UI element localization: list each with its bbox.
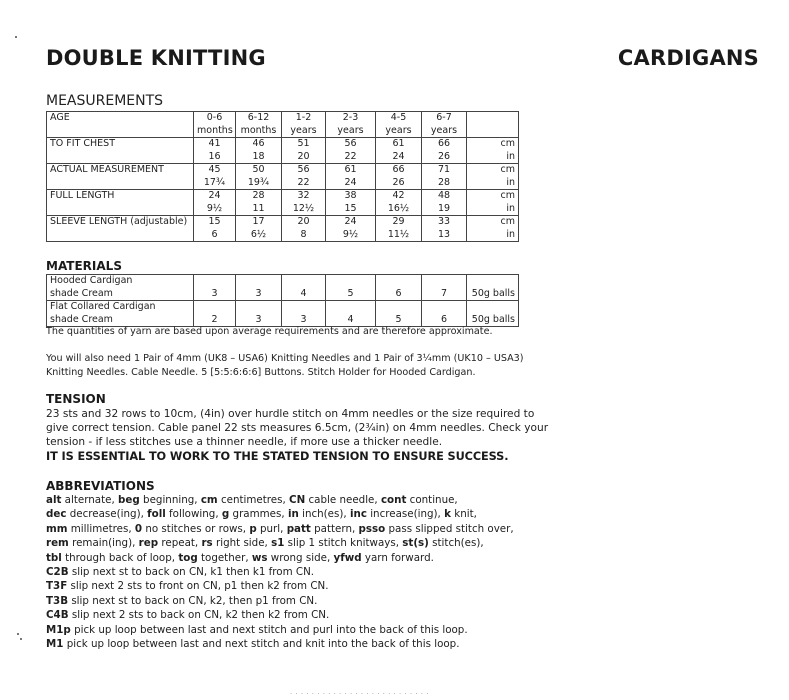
cell: 28 11 (236, 190, 282, 216)
abbreviation-definition: slip next 2 sts to front on CN, p1 then k2 from CN. (67, 580, 329, 593)
abbreviation-definition: slip 1 stitch knitways, (284, 537, 403, 550)
abbreviation-term: mm (46, 522, 68, 535)
cell: 42 16½ (376, 190, 422, 216)
abbreviation-definition: together, (197, 551, 252, 564)
cell: 3 (236, 301, 282, 327)
cell: 17 6½ (236, 216, 282, 242)
abbreviation-definition: centimetres, (217, 494, 290, 506)
abbreviation-line (46, 536, 514, 550)
abbreviation-term: rem (46, 537, 69, 550)
abbreviation-term: psso (358, 522, 386, 535)
abbreviation-definition: no stitches or rows, (142, 522, 250, 535)
abbreviation-term: g (221, 508, 230, 521)
cell: 6 (422, 301, 467, 327)
abbreviation-line (46, 565, 514, 579)
abbreviation-definition: increase(ing), (366, 508, 445, 521)
cell: 46 18 (236, 138, 282, 164)
unit-col (467, 112, 519, 138)
cell: 5 (326, 275, 376, 301)
abbreviation-definition: grammes, (229, 508, 288, 521)
abbreviation-term: M1 (46, 638, 64, 651)
abbreviation-term: alt (46, 494, 62, 506)
abbreviation-definition: alternate, (61, 494, 119, 506)
abbreviation-term: rep (138, 537, 159, 550)
table-row (47, 275, 519, 301)
yarn-label: Flat Collared Cardigan shade Cream (47, 301, 194, 327)
abbreviation-definition: slip next 2 sts to back on CN, k2 then k2 from CN. (68, 609, 330, 622)
age-col: 0-6 months (194, 112, 236, 138)
needles-line-2: Knitting Needles. Cable Needle. 5 [5:5:6:6:6] Buttons. Stitch Holder for Hooded Cardigan. (46, 367, 476, 378)
abbreviation-term: T3F (46, 580, 68, 593)
abbreviation-line (46, 594, 514, 608)
cut-off-text-fragment: · · · · · · · · · · · · · · · · · · · · · · · · · · (290, 690, 429, 698)
unit-cell: cm in (467, 164, 519, 190)
measurements-heading: MEASUREMENTS (46, 93, 164, 109)
abbreviation-definition: stitch(es), (428, 537, 484, 550)
abbreviation-line (46, 637, 514, 651)
abbreviation-definition: pattern, (310, 522, 359, 535)
table-row (47, 216, 519, 242)
abbreviation-term: foll (147, 508, 166, 521)
cell: 20 8 (282, 216, 326, 242)
table-header-row (47, 112, 519, 138)
age-col: 4-5 years (376, 112, 422, 138)
unit-cell: 50g balls (467, 275, 519, 301)
abbreviation-definition: pick up loop between last and next stitch and knit into the back of this loop. (63, 638, 460, 651)
abbreviation-definition: pick up loop between last and next stitch and purl into the back of this loop. (70, 623, 468, 636)
row-label: ACTUAL MEASUREMENT (47, 164, 194, 190)
tension-essential-note: IT IS ESSENTIAL TO WORK TO THE STATED TENSION TO ENSURE SUCCESS. (46, 450, 509, 463)
abbreviation-term: in (287, 508, 299, 521)
abbreviation-term: s1 (271, 537, 285, 550)
abbreviation-term: k (444, 508, 451, 521)
abbreviation-definition: slip next st to back on CN, k2, then p1 from CN. (68, 594, 318, 607)
abbreviation-term: beg (118, 494, 140, 506)
abbreviation-term: st(s) (402, 537, 429, 550)
abbreviation-term: cm (200, 494, 218, 506)
age-col: 6-7 years (422, 112, 467, 138)
abbreviation-definition: millimetres, (67, 522, 135, 535)
row-label: SLEEVE LENGTH (adjustable) (47, 216, 194, 242)
abbreviation-definition: knit, (450, 508, 477, 521)
abbreviation-definition: continue, (406, 494, 458, 506)
abbreviation-term: tbl (46, 551, 62, 564)
abbreviation-definition: right side, (212, 537, 272, 550)
abbreviation-definition: beginning, (139, 494, 201, 506)
unit-cell: cm in (467, 190, 519, 216)
cell: 24 9½ (326, 216, 376, 242)
cell: 33 13 (422, 216, 467, 242)
yarn-label: Hooded Cardigan shade Cream (47, 275, 194, 301)
abbreviation-line (46, 551, 514, 565)
abbreviation-term: M1p (46, 623, 71, 636)
scan-speck (15, 36, 17, 38)
abbreviations-list (46, 493, 514, 651)
cell: 71 28 (422, 164, 467, 190)
cell: 29 11½ (376, 216, 422, 242)
cell: 48 19 (422, 190, 467, 216)
tension-heading: TENSION (46, 392, 106, 406)
abbreviation-term: C2B (46, 566, 69, 579)
cell: 61 24 (326, 164, 376, 190)
abbreviation-definition: repeat, (158, 537, 202, 550)
abbreviation-term: cont (380, 494, 407, 506)
abbreviation-definition: inch(es), (298, 508, 350, 521)
abbreviation-line (46, 493, 514, 507)
abbreviations-heading: ABBREVIATIONS (46, 479, 155, 493)
yarn-note: The quantities of yarn are based upon average requirements and are therefore approximate. (46, 326, 493, 337)
tension-line-1: 23 sts and 32 rows to 10cm, (4in) over hurdle stitch on 4mm needles or the size required to (46, 408, 535, 420)
cell: 56 22 (282, 164, 326, 190)
abbreviation-definition: slip next st to back on CN, k1 then k1 from CN. (68, 566, 315, 579)
abbreviation-term: dec (46, 508, 67, 521)
abbreviation-term: T3B (46, 594, 69, 607)
cell: 3 (236, 275, 282, 301)
scan-speck (17, 633, 19, 635)
age-col: 6-12 months (236, 112, 282, 138)
unit-cell: 50g balls (467, 301, 519, 327)
cell: 32 12½ (282, 190, 326, 216)
abbreviation-definition: remain(ing), (68, 537, 139, 550)
table-row (47, 301, 519, 327)
cell: 66 26 (376, 164, 422, 190)
abbreviation-term: 0 (134, 522, 143, 535)
cell: 51 20 (282, 138, 326, 164)
materials-heading: MATERIALS (46, 259, 122, 273)
materials-table (46, 274, 519, 327)
abbreviation-definition: wrong side, (267, 551, 334, 564)
cell: 24 9½ (194, 190, 236, 216)
abbreviation-term: C4B (46, 609, 69, 622)
abbreviation-definition: following, (165, 508, 222, 521)
needles-line-1: You will also need 1 Pair of 4mm (UK8 – USA6) Knitting Needles and 1 Pair of 3¼mm (UK10 – USA3) (46, 353, 524, 364)
cell: 2 (194, 301, 236, 327)
unit-cell: cm in (467, 138, 519, 164)
table-row (47, 190, 519, 216)
abbreviation-definition: decrease(ing), (66, 508, 148, 521)
cell: 66 26 (422, 138, 467, 164)
abbreviation-line (46, 623, 514, 637)
measurements-table (46, 111, 519, 242)
abbreviation-term: ws (251, 551, 268, 564)
cell: 4 (326, 301, 376, 327)
abbreviation-term: CN (289, 494, 306, 506)
cell: 5 (376, 301, 422, 327)
cell: 61 24 (376, 138, 422, 164)
row-label: TO FIT CHEST (47, 138, 194, 164)
cell: 45 17¾ (194, 164, 236, 190)
abbreviation-line (46, 579, 514, 593)
unit-cell: cm in (467, 216, 519, 242)
cell: 4 (282, 275, 326, 301)
age-col: 1-2 years (282, 112, 326, 138)
abbreviation-term: yfwd (333, 551, 362, 564)
abbreviation-line (46, 507, 514, 521)
abbreviation-term: patt (286, 522, 311, 535)
row-label: FULL LENGTH (47, 190, 194, 216)
abbreviation-definition: pass slipped stitch over, (385, 522, 514, 535)
abbreviation-definition: cable needle, (305, 494, 381, 506)
abbreviation-definition: yarn forward. (361, 551, 434, 564)
cell: 6 (376, 275, 422, 301)
page-title-cardigans: CARDIGANS (617, 46, 759, 70)
cell: 15 6 (194, 216, 236, 242)
page-title-double-knitting: DOUBLE KNITTING (46, 46, 266, 70)
cell: 41 16 (194, 138, 236, 164)
cell: 38 15 (326, 190, 376, 216)
table-row (47, 138, 519, 164)
cell: 56 22 (326, 138, 376, 164)
abbreviation-definition: purl, (256, 522, 287, 535)
table-row (47, 164, 519, 190)
abbreviation-line (46, 522, 514, 536)
age-col: 2-3 years (326, 112, 376, 138)
cell: 3 (194, 275, 236, 301)
cell: 3 (282, 301, 326, 327)
abbreviation-definition: through back of loop, (61, 551, 179, 564)
cell: 7 (422, 275, 467, 301)
abbreviation-term: inc (349, 508, 367, 521)
tension-line-3: tension - if less stitches use a thinner needle, if more use a thicker needle. (46, 436, 443, 448)
abbreviation-term: rs (201, 537, 213, 550)
abbreviation-term: p (249, 522, 257, 535)
tension-line-2: give correct tension. Cable panel 22 sts measures 6.5cm, (2¾in) on 4mm needles. Check your (46, 422, 549, 434)
abbreviation-line (46, 608, 514, 622)
age-label: AGE (47, 112, 194, 138)
abbreviation-term: tog (178, 551, 198, 564)
cell: 50 19¾ (236, 164, 282, 190)
scan-speck (20, 638, 22, 640)
